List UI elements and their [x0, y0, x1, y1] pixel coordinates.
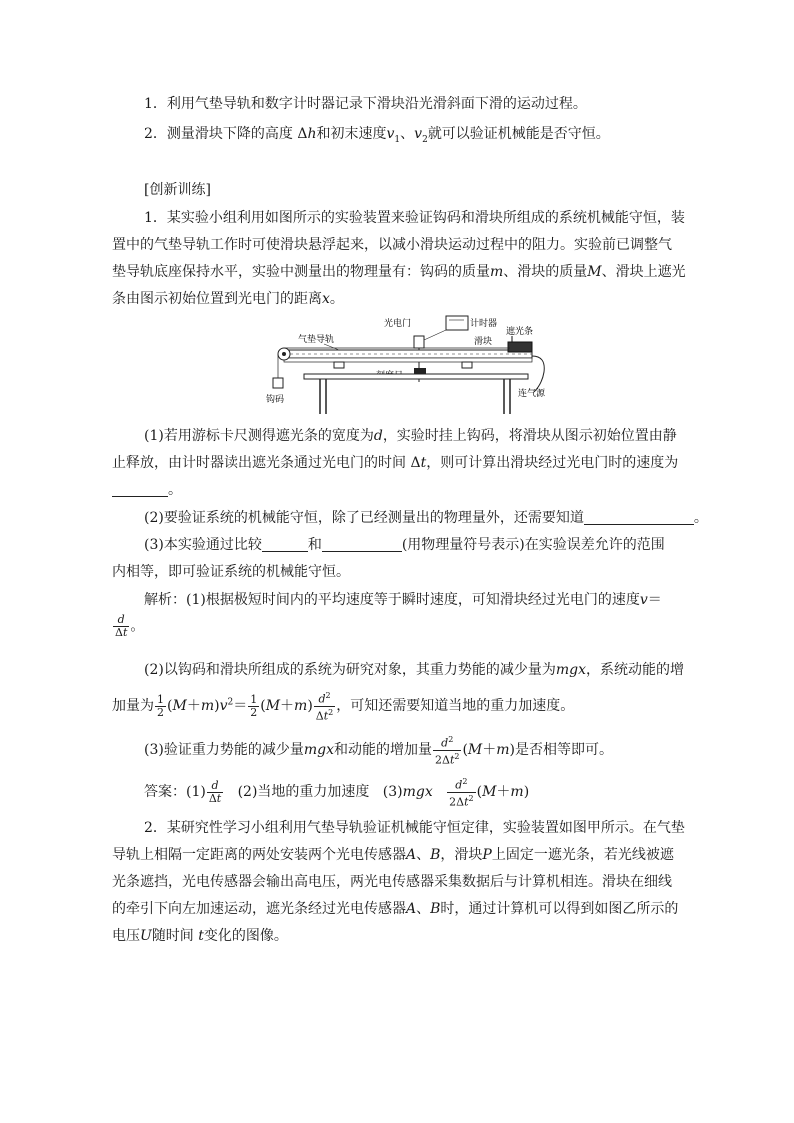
q1-line-2: 置中的气垫导轨工作时可使滑块悬浮起来，以减小滑块运动过程中的阻力。实验前已调整气 [112, 237, 672, 253]
q1-part1-line-3: 。 [112, 480, 182, 500]
answer-blank-3[interactable] [262, 535, 308, 552]
q2-line-2: 导轨上相隔一定距离的两处安装两个光电传感器A、B，滑块P上固定一遮光条，若光线被遮 [112, 847, 674, 863]
q1-part1-line-2: 止释放，由计时器读出遮光条通过光电门的时间 Δt，则可计算出滑块经过光电门时的速度为 [112, 455, 679, 471]
q1-part2: (2)要验证系统的机械能守恒，除了已经测量出的物理量外，还需要知道 。 [144, 510, 708, 526]
label-weight: 钩码 [266, 395, 285, 405]
solution-line-1: 解析：(1)根据极短时间内的平均速度等于瞬时速度，可知滑块经过光电门的速度v＝ [144, 592, 662, 608]
q1-line-4: 条由图示初始位置到光电门的距离x。 [112, 291, 344, 307]
intro-line-2: 2．测量滑块下降的高度 Δh和初末速度$v_1$、$v_2$就可以验证机械能是否守恒。 [144, 126, 610, 145]
solution-line-2: (2)以钩码和滑块所组成的系统为研究对象，其重力势能的减少量为mgx，系统动能的增 [144, 662, 684, 678]
q2-line-4: 的牵引下向左加速运动，遮光条经过光电传感器A、B时，通过计算机可以得到如图乙所示的 [112, 901, 679, 917]
label-timer: 计时器 [470, 319, 498, 329]
answer-blank-1[interactable] [112, 480, 168, 497]
section-title: [创新训练] [144, 182, 211, 198]
air-track [284, 350, 532, 362]
solution-line-3: 加量为 $\frac{1}{2}$ $(M+m)v^2=$ $\frac{1}{2}$ (M＋m) $\frac{d^2}{\Delta t^2}$ ，可知还需要知道当地的重力加速度。 [112, 691, 575, 723]
air-hose [532, 356, 544, 392]
q1-line-3: 垫导轨底座保持水平，实验中测量出的物理量有：钩码的质量m、滑块的质量M、滑块上遮光 [112, 264, 686, 280]
solution-line-1b: $\frac{d}{\Delta t}$ 。 [115, 613, 145, 639]
q2-line-3: 光条遮挡，光电传感器会输出高电压，两光电传感器采集数据后与计算机相连。滑块在细线 [112, 874, 672, 890]
q1-part3-line-2: 内相等，即可验证系统的机械能守恒。 [112, 564, 350, 580]
label-shade-strip: 遮光条 [506, 327, 534, 337]
label-air-source: 连气源 [518, 389, 546, 399]
q2-line-1: 2．某研究性学习小组利用气垫导轨验证机械能守恒定律，实验装置如图甲所示。在气垫 [144, 820, 685, 836]
slider-block [508, 336, 532, 352]
hook-weight [273, 378, 283, 388]
answer-line: 答案：(1) $\frac{d}{\Delta t}$ (2)当地的重力加速度 (3)mgx $\frac{d^2}{2\Delta t^2}$ (M＋m) [144, 777, 530, 809]
apparatus-diagram [264, 312, 554, 416]
intro-line-1: 1．利用气垫导轨和数字计时器记录下滑块沿光滑斜面下滑的运动过程。 [144, 96, 587, 112]
answer-blank-2[interactable] [584, 508, 694, 525]
label-photogate: 光电门 [384, 319, 412, 329]
solution-line-4: (3)验证重力势能的减少量mgx和动能的增加量 $\frac{d^2}{2\Delta t^2}$ (M＋m)是否相等即可。 [144, 735, 614, 767]
label-slider: 滑块 [474, 337, 493, 347]
q1-part1-line-1: (1)若用游标卡尺测得遮光条的宽度为d，实验时挂上钩码，将滑块从图示初始位置由静 [144, 428, 677, 444]
q1-line-1: 1．某实验小组利用如图所示的实验装置来验证钩码和滑块所组成的系统机械能守恒，装 [144, 210, 685, 226]
pulley [278, 348, 290, 360]
timer [424, 316, 468, 340]
q1-part3-line-1: (3)本实验通过比较 和 (用物理量符号表示)在实验误差允许的范围 [144, 537, 665, 553]
label-air-track: 气垫导轨 [298, 335, 335, 345]
answer-blank-4[interactable] [322, 535, 402, 552]
table [304, 374, 528, 414]
q2-line-5: 电压U随时间 t变化的图像。 [112, 928, 288, 944]
